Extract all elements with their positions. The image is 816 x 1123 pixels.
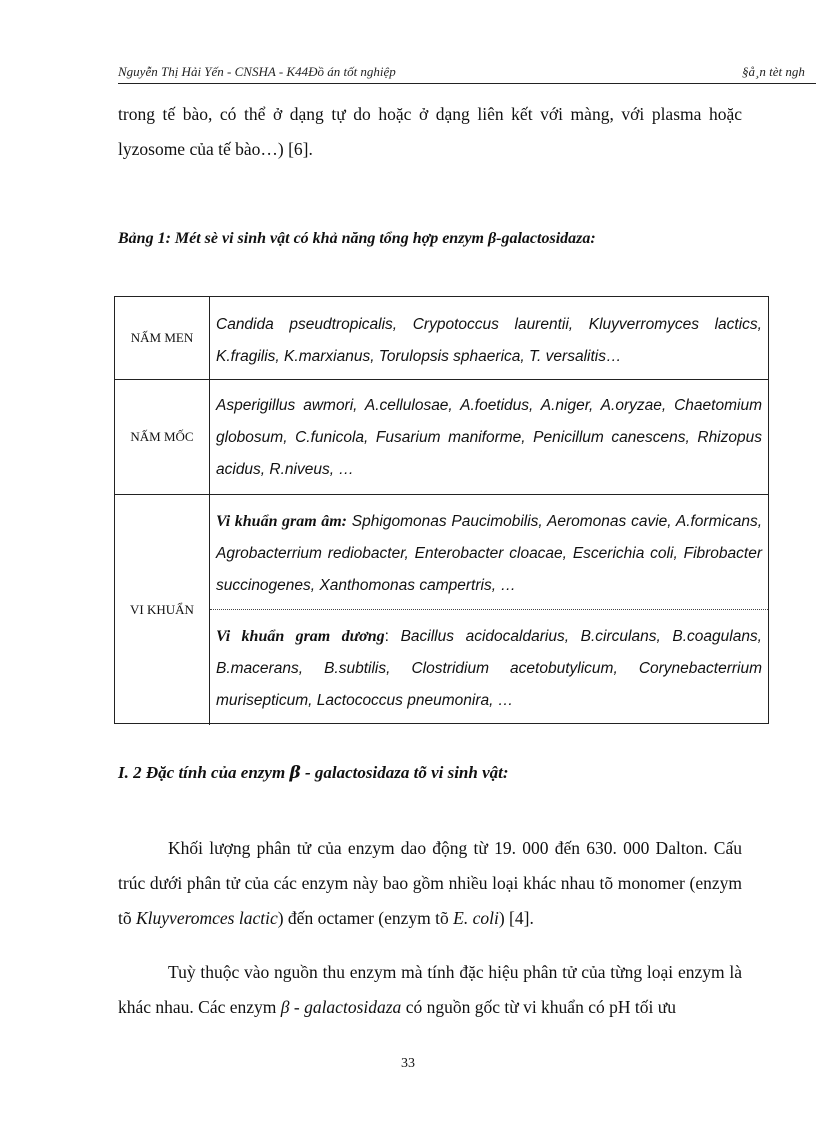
intro-paragraph: trong tế bào, có thể ở dạng tự do hoặc ở dạng liên kết với màng, với plasma hoặc lyzosome của tế bào…) [6]. [118, 104, 742, 159]
table-caption: Bảng 1: Mét sè vi sinh vật có khả năng tổng hợp enzym β-galactosidaza: [118, 230, 596, 247]
bacteria-divider [210, 609, 768, 610]
paragraph-1-species-2: E. coli [453, 908, 499, 928]
table-row-bacteria [115, 495, 768, 725]
paragraph-1-species-1: Kluyveromces lactic [136, 908, 278, 928]
section-heading-prefix: I. 2 Đặc tính của enzym [118, 763, 290, 782]
category-mold: NẤM MỐC [115, 380, 210, 494]
paragraph-1-text: Khối lượng phân tử của enzym dao động từ 19. 000 đến 630. 000 Dalton. Cấu trúc dưới phân tử của các enzym này bao gồm nhiều loại khác nhau tõ monomer (enzym tõ [118, 838, 742, 928]
section-heading-beta: β [289, 763, 301, 783]
running-header-left: Nguyễn Thị Hải Yến - CNSHA - K44Đồ án tốt nghiệp [118, 64, 396, 79]
gram-negative-species: Sphigomonas Paucimobilis, Aeromonas cavie, A.formicans, Agrobacterrium rediobacter, Enterobacter cloacae, Escerichia coli, Fibrobacter succinogenes, Xanthomonas campertris, … [216, 513, 762, 594]
gram-positive-colon: : [384, 628, 389, 645]
page-number: 33 [401, 1056, 415, 1071]
paragraph-specificity [118, 955, 742, 1025]
paragraph-2-text: Tuỳ thuộc vào nguồn thu enzym mà tính đặc hiệu phân tử của từng loại enzym là khác nhau. Các enzym [118, 962, 742, 1017]
paragraph-2-enzyme: β - galactosidaza [280, 997, 402, 1017]
section-heading-suffix: - galactosidaza tõ vi sinh vật: [300, 763, 509, 782]
paragraph-1-mid: ) đến octamer (enzym tõ [277, 908, 454, 928]
table-row-mold [115, 380, 768, 495]
category-bacteria: VI KHUẨN [115, 495, 210, 725]
paragraph-molecular-weight [118, 831, 742, 936]
gram-negative-label: Vi khuẩn gram âm: [216, 513, 347, 530]
gram-negative-bacteria [210, 506, 768, 602]
gram-positive-species: Bacillus acidocaldarius, B.circulans, B.coagulans, B.macerans, B.subtilis, Clostridium acetobutylicum, Corynebacterrium murisepticum, Lactococcus pneumonira, … [216, 628, 762, 709]
gram-positive-label: Vi khuẩn gram dương [216, 628, 385, 645]
microorganism-table [114, 296, 769, 724]
table-row-yeast [115, 297, 768, 380]
running-header-right: §å¸n tèt ngh [742, 64, 805, 79]
paragraph-2-end: có nguồn gốc từ vi khuẩn có pH tối ưu [401, 997, 676, 1017]
category-yeast: NẤM MEN [115, 297, 210, 379]
mold-species: Asperigillus awmori, A.cellulosae, A.foetidus, A.niger, A.oryzae, Chaetomium globosum, C.funicola, Fusarium maniforme, Penicillum canescens, Rhizopus acidus, R.niveus, … [216, 397, 762, 478]
yeast-species: Candida pseudtropicalis, Crypotoccus laurentii, Kluyverromyces lactics, K.fragilis, K.marxianus, Torulopsis sphaerica, T. versalitis… [216, 316, 762, 365]
paragraph-1-end: ) [4]. [498, 908, 534, 928]
header-rule [118, 83, 816, 84]
section-heading [118, 763, 768, 783]
gram-positive-bacteria [210, 621, 768, 717]
